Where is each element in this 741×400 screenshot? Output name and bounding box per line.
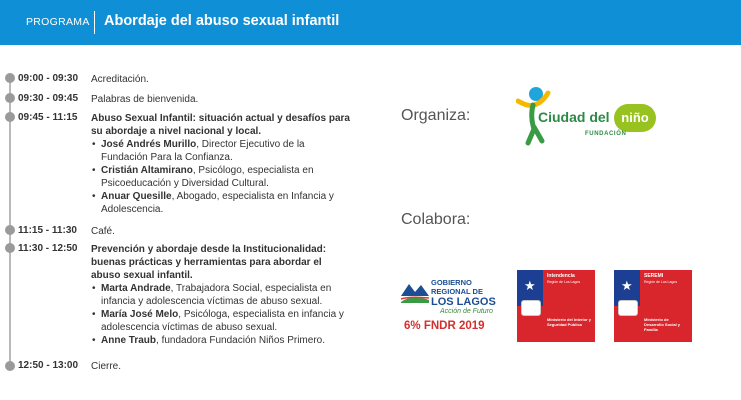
timeline-dot xyxy=(5,243,15,253)
speaker-role: , Trabajadora Social, especialista en infancia y adolescencia víctimas de abuso sexual. xyxy=(101,283,332,307)
schedule-block xyxy=(91,243,353,347)
schedule-text: Palabras de bienvenida. xyxy=(91,94,199,105)
ciudad-del-nino-sub: FUNDACIÓN xyxy=(585,131,627,137)
badge-ministry: Ministerio del Interior y Seguridad Pública xyxy=(547,317,592,327)
intendencia-badge xyxy=(517,270,595,342)
badge-title: Intendencia xyxy=(547,273,575,279)
schedule-time: 09:30 - 09:45 xyxy=(18,93,79,104)
speaker-name: Cristián Altamirano xyxy=(101,165,193,176)
star-icon: ★ xyxy=(524,278,536,293)
schedule-time: 11:30 - 12:50 xyxy=(18,243,78,254)
badge-region: Región de Los Lagos xyxy=(644,280,678,284)
session-heading: Prevención y abordaje desde la Institucionalidad: buenas prácticas y herramientas para abordar el abuso sexual infantil. xyxy=(91,244,327,281)
speaker-item xyxy=(91,282,353,308)
speaker-name: Anne Traub xyxy=(101,335,157,346)
timeline-dot xyxy=(5,112,15,122)
ciudad-del-nino-badge: niño xyxy=(614,104,656,132)
gore-slogan: Acción de Futuro xyxy=(440,308,493,315)
session-heading: Abuso Sexual Infantil: situación actual y desafíos para su abordaje a nivel nacional y local. xyxy=(91,113,350,137)
schedule-text: Café. xyxy=(91,226,115,237)
speaker-list xyxy=(91,282,353,347)
ciudad-del-nino-name: Ciudad del xyxy=(538,109,610,125)
timeline-dot xyxy=(5,73,15,83)
speaker-role: , fundadora Fundación Niños Primero. xyxy=(156,335,325,346)
speaker-name: María José Melo xyxy=(101,309,179,320)
speaker-list xyxy=(91,138,353,216)
star-icon: ★ xyxy=(621,278,633,293)
gore-line-2: REGIONAL DE xyxy=(431,287,483,296)
schedule-text: Acreditación. xyxy=(91,74,149,85)
badge-title: SEREMI xyxy=(644,273,664,279)
speaker-role: , Psicóloga, especialista en infancia y adolescencia víctimas de abuso sexual. xyxy=(101,309,344,333)
timeline-dot xyxy=(5,361,15,371)
colabora-label: Colabora: xyxy=(401,211,471,228)
gore-line-3: LOS LAGOS xyxy=(431,296,496,308)
header-bar xyxy=(0,0,741,45)
speaker-role: , Psicólogo, especialista en Psicoeducación y Diversidad Cultural. xyxy=(101,165,314,189)
timeline-dot xyxy=(5,225,15,235)
badge-ministry: Ministerio de Desarrollo Social y Familia xyxy=(644,317,681,332)
header-divider xyxy=(94,11,95,34)
timeline-dot xyxy=(5,93,15,103)
speaker-item xyxy=(91,164,353,190)
speaker-item xyxy=(91,138,353,164)
coat-of-arms-icon xyxy=(521,300,541,316)
coat-of-arms-icon xyxy=(618,300,638,316)
seremi-badge xyxy=(614,270,692,342)
organiza-label: Organiza: xyxy=(401,107,471,124)
schedule-time: 09:00 - 09:30 xyxy=(18,73,79,84)
schedule-time: 12:50 - 13:00 xyxy=(18,360,79,371)
speaker-name: Marta Andrade xyxy=(101,283,171,294)
badge-region: Región de Los Lagos xyxy=(547,280,581,284)
schedule-time: 11:15 - 11:30 xyxy=(18,225,77,236)
program-label: PROGRAMA xyxy=(26,16,90,28)
schedule-text: Cierre. xyxy=(91,361,122,372)
speaker-item xyxy=(91,190,353,216)
speaker-role: , Abogado, especialista en Infancia y Adolescencia. xyxy=(101,191,334,215)
speaker-name: José Andrés Murillo xyxy=(101,139,197,150)
page-title: Abordaje del abuso sexual infantil xyxy=(104,13,340,29)
speaker-item xyxy=(91,334,353,347)
speaker-name: Anuar Quesille xyxy=(101,191,172,202)
speaker-role: , Director Ejecutivo de la Fundación Para la Confianza. xyxy=(101,139,305,163)
schedule-block xyxy=(91,112,353,216)
gore-line-1: GOBIERNO xyxy=(431,278,472,287)
speaker-item xyxy=(91,308,353,334)
fndr-label: 6% FNDR 2019 xyxy=(404,320,485,332)
schedule-time: 09:45 - 11:15 xyxy=(18,112,78,123)
